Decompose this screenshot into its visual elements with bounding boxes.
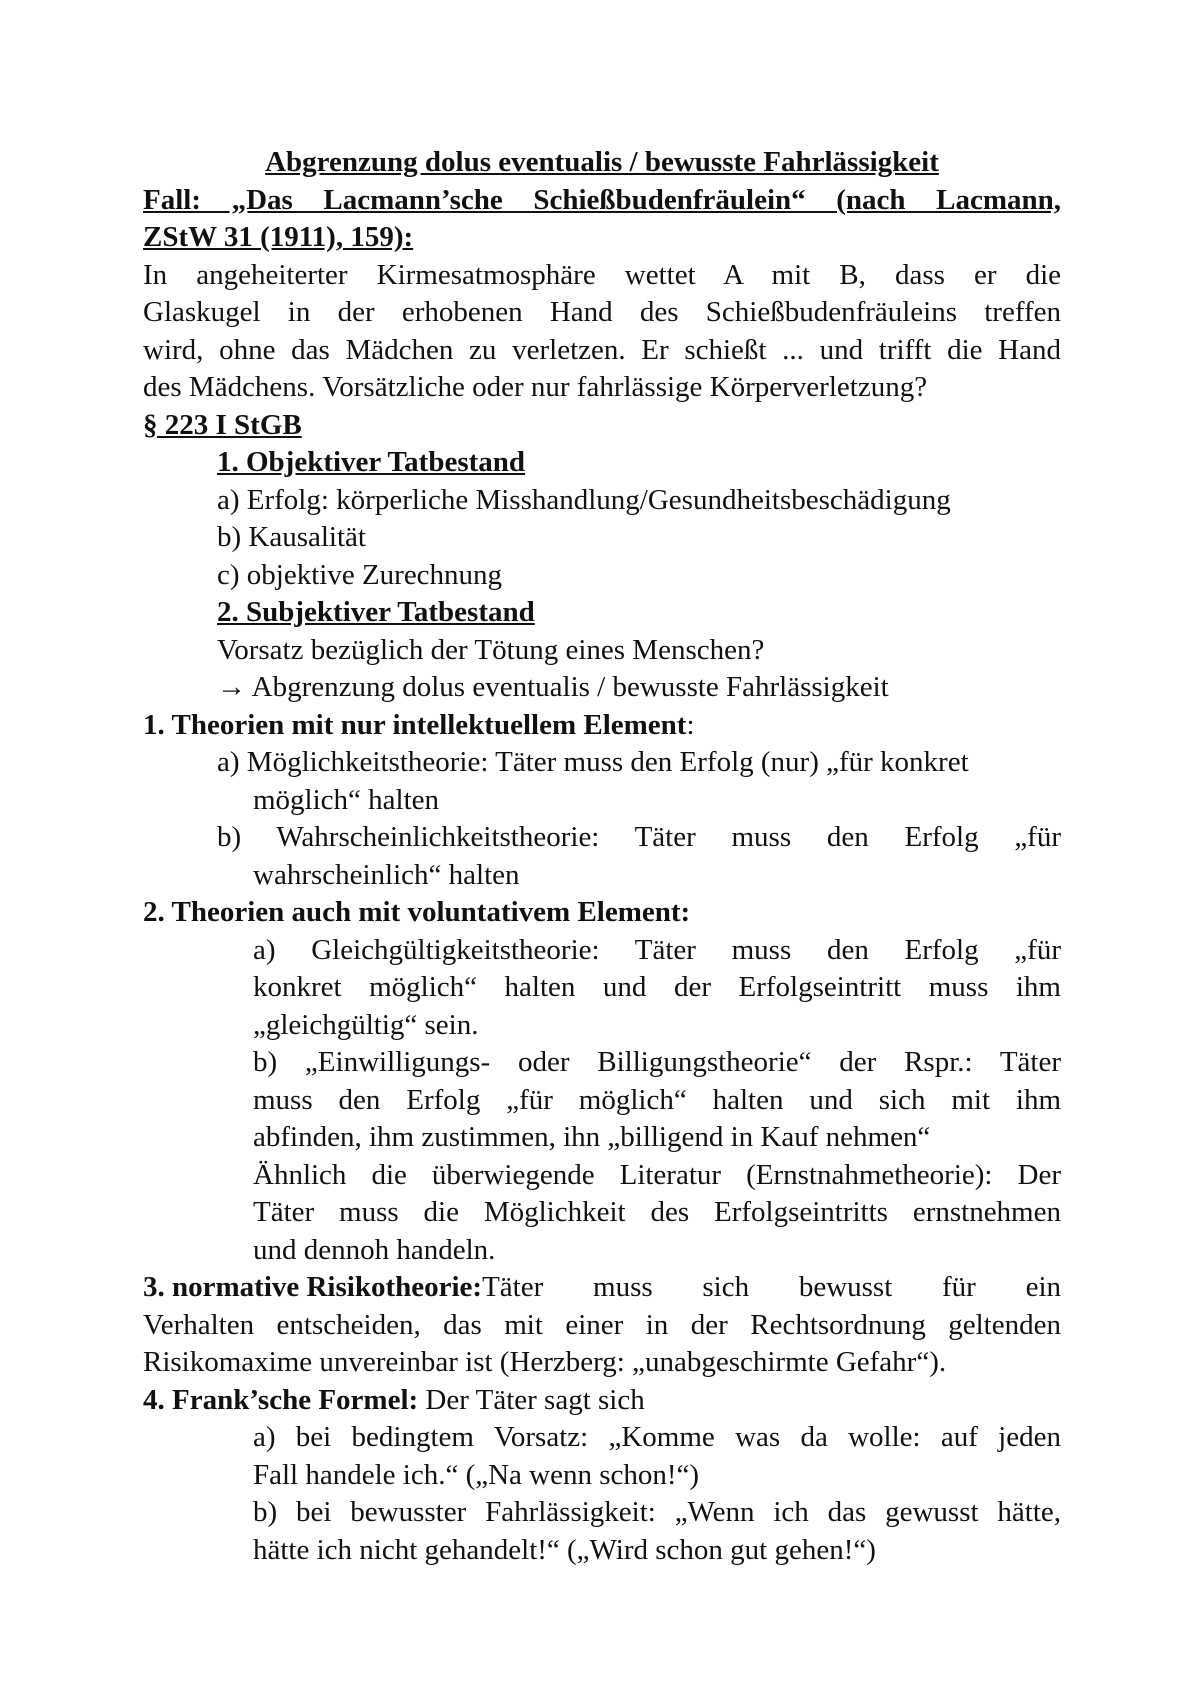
- theories-1-heading-bold: 1. Theorien mit nur intellektuellem Element: [143, 708, 687, 741]
- theories-1-heading-colon: :: [686, 708, 695, 741]
- theory-2b-line: abfinden, ihm zustimmen, ihn „billigend in Kauf nehmen“: [253, 1121, 931, 1153]
- theory-4a-line: a) bei bedingtem Vorsatz: „Komme was da wolle: auf jeden: [253, 1421, 1061, 1453]
- theory-2a-line: a) Gleichgültigkeitstheorie: Täter muss den Erfolg „für: [253, 933, 1061, 966]
- theory-2b-line: b) „Einwilligungs- oder Billigungstheorie“ der Rspr.: Täter: [253, 1046, 1061, 1078]
- case-heading-line-2: ZStW 31 (1911), 159):: [143, 221, 414, 253]
- statute-heading: § 223 I StGB: [143, 408, 302, 441]
- theory-3-heading: 3. normative Risikotheorie:: [143, 1271, 483, 1303]
- theory-2a-line: konkret möglich“ halten und der Erfolgseintritt muss ihm: [253, 971, 1061, 1003]
- theory-1b-line-2: wahrscheinlich“ halten: [253, 858, 520, 891]
- document-body: [143, 144, 1061, 1569]
- case-text-line: Glaskugel in der erhobenen Hand des Schießbudenfräuleins treffen: [143, 296, 1061, 328]
- theory-4-intro: Der Täter sagt sich: [418, 1383, 645, 1416]
- theory-3-text: Täter muss sich bewusst für ein: [482, 1271, 1061, 1303]
- theory-4-heading-line: [143, 1382, 1061, 1420]
- theory-1a-line-1: a) Möglichkeitstheorie: Täter muss den Erfolg (nur) „für konkret: [217, 746, 969, 778]
- theory-2b-line: Täter muss die Möglichkeit des Erfolgseintritts ernstnehmen: [253, 1196, 1061, 1228]
- objective-item: c) objektive Zurechnung: [217, 558, 503, 591]
- objective-item: b) Kausalität: [217, 521, 366, 553]
- theory-2b-line: Ähnlich die überwiegende Literatur (Ernstnahmetheorie): Der: [253, 1158, 1061, 1191]
- theory-4b-line: hätte ich nicht gehandelt!“ („Wird schon gut gehen!“): [253, 1533, 876, 1566]
- document-title: Abgrenzung dolus eventualis / bewusste Fahrlässigkeit: [265, 146, 939, 178]
- theory-1b-line-1: b) Wahrscheinlichkeitstheorie: Täter muss den Erfolg „für: [217, 821, 1061, 853]
- theory-3-line-1: [143, 1269, 1061, 1307]
- theory-4b-line: b) bei bewusster Fahrlässigkeit: „Wenn ich das gewusst hätte,: [253, 1496, 1061, 1528]
- case-text-line: des Mädchens. Vorsätzliche oder nur fahrlässige Körperverletzung?: [143, 371, 928, 403]
- theories-2-heading: 2. Theorien auch mit voluntativem Element:: [143, 896, 691, 928]
- objective-item: a) Erfolg: körperliche Misshandlung/Gesundheitsbeschädigung: [217, 483, 951, 516]
- case-heading-line-1: Fall: „Das Lacmann’sche Schießbudenfräulein“ (nach Lacmann,: [143, 183, 1061, 216]
- theory-1a-line-2: möglich“ halten: [253, 783, 440, 816]
- objective-heading: 1. Objektiver Tatbestand: [217, 446, 526, 478]
- case-text-line: In angeheiterter Kirmesatmosphäre wettet A mit B, dass er die: [143, 258, 1061, 291]
- subjective-question: Vorsatz bezüglich der Tötung eines Menschen?: [217, 633, 765, 666]
- theory-3-line-2: Verhalten entscheiden, das mit einer in der Rechtsordnung geltenden: [143, 1308, 1061, 1341]
- case-text-line: wird, ohne das Mädchen zu verletzen. Er schießt ... und trifft die Hand: [143, 333, 1061, 366]
- theory-4a-line: Fall handele ich.“ („Na wenn schon!“): [253, 1458, 700, 1491]
- theory-4-heading: 4. Frank’sche Formel:: [143, 1383, 419, 1416]
- theory-3-line-3: Risikomaxime unvereinbar ist (Herzberg: „unabgeschirmte Gefahr“).: [143, 1346, 947, 1378]
- subjective-heading: 2. Subjektiver Tatbestand: [217, 596, 535, 628]
- theory-2b-line: und dennoh handeln.: [253, 1233, 496, 1266]
- theory-2b-line: muss den Erfolg „für möglich“ halten und sich mit ihm: [253, 1083, 1061, 1116]
- theory-2a-line: „gleichgültig“ sein.: [253, 1008, 479, 1041]
- subjective-arrow-line: → Abgrenzung dolus eventualis / bewusste Fahrlässigkeit: [217, 671, 889, 703]
- theories-1-heading: [143, 707, 1061, 745]
